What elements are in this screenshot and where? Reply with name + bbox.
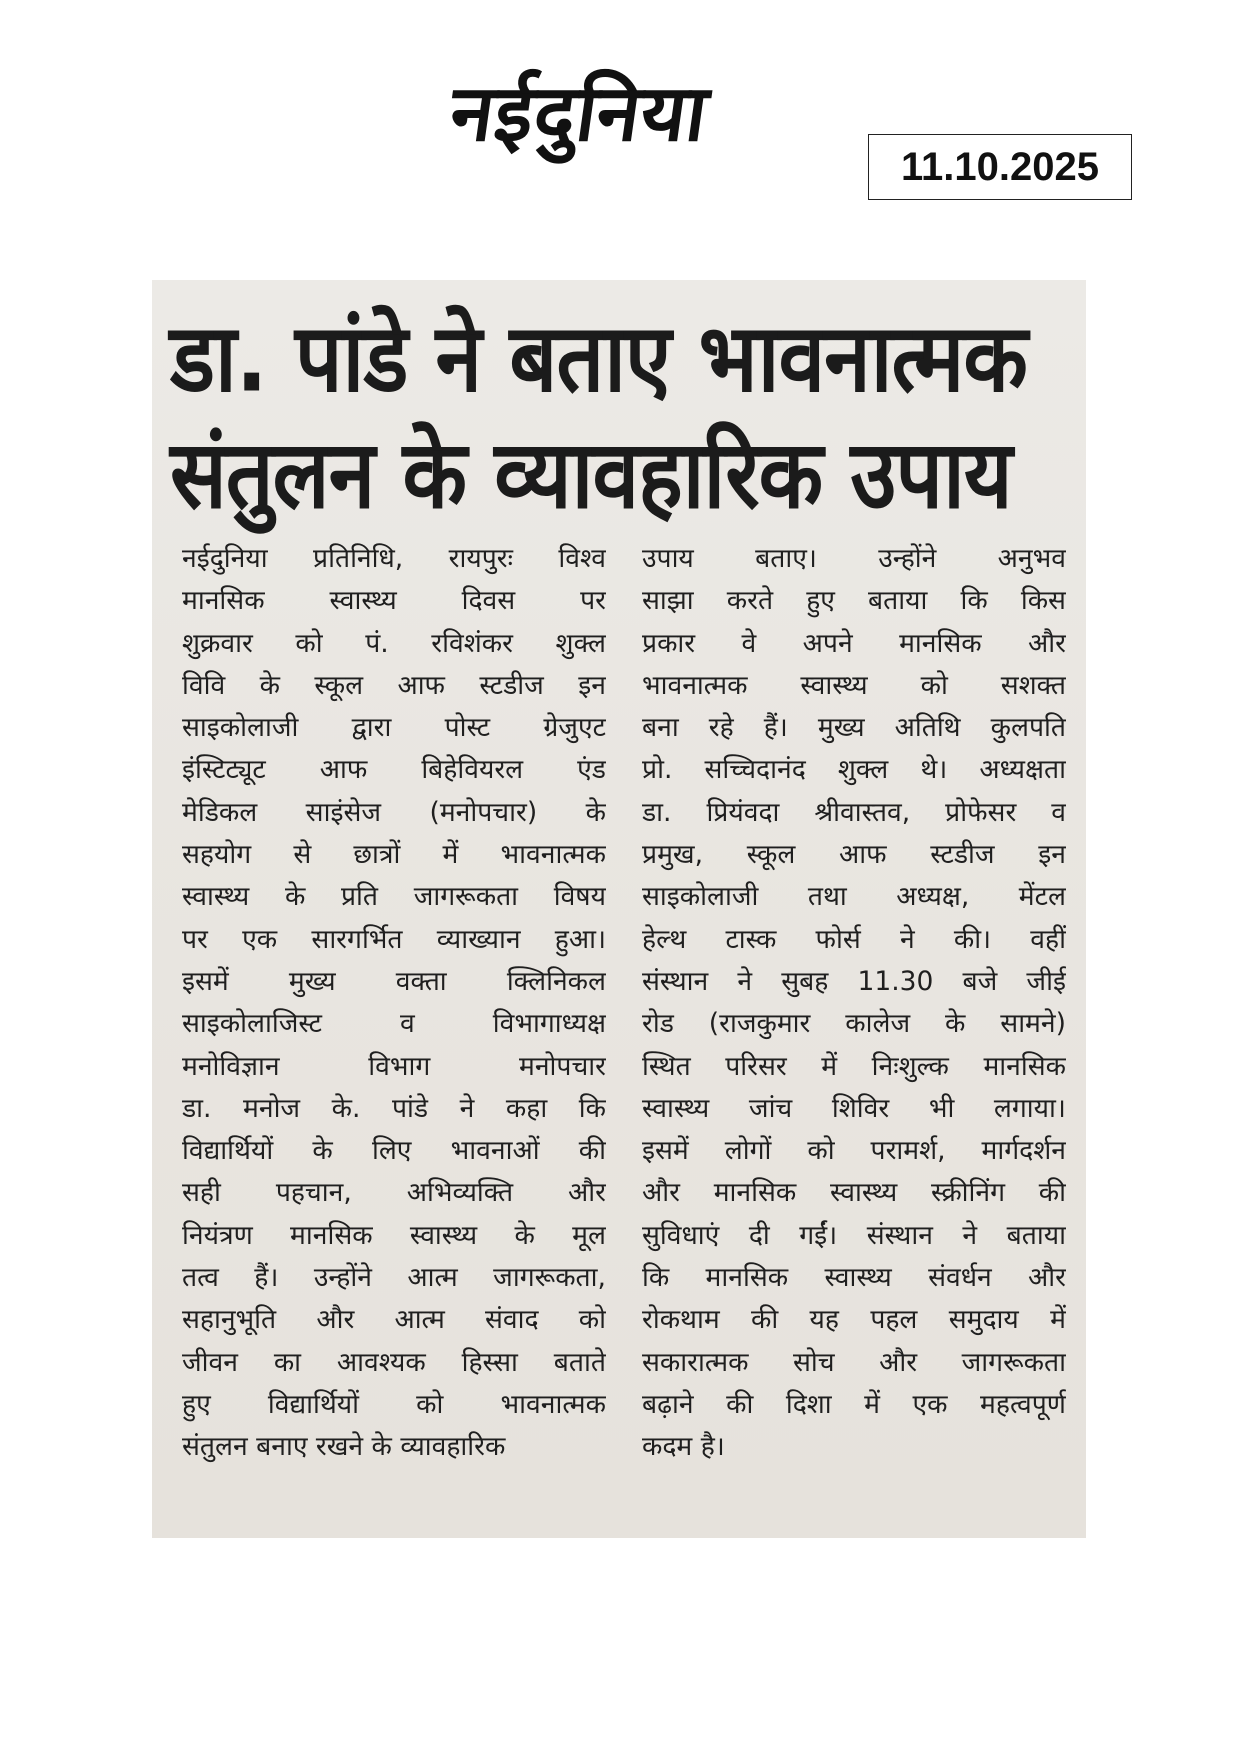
- article-text-line: इसमें मुख्य वक्ता क्लिनिकल: [182, 965, 606, 997]
- article-text-line: संतुलन बनाए रखने के व्यावहारिक: [182, 1431, 506, 1463]
- article-text-line: डा. प्रियंवदा श्रीवास्तव, प्रोफेसर व: [642, 796, 1066, 828]
- article-text-line: मेडिकल साइंसेज (मनोपचार) के: [182, 796, 606, 828]
- headline-line: संतुलन के व्यावहारिक उपाय: [170, 419, 1012, 530]
- article-text-line: विवि के स्कूल आफ स्टडीज इन: [182, 669, 606, 701]
- article-text-line: हुए विद्यार्थियों को भावनात्मक: [182, 1388, 606, 1420]
- article-text-line: विद्यार्थियों के लिए भावनाओं की: [182, 1135, 606, 1167]
- newspaper-masthead: नईदुनिया: [444, 69, 715, 159]
- article-text-line: बना रहे हैं। मुख्य अतिथि कुलपति: [642, 712, 1066, 744]
- headline-line: डा. पांडे ने बताए भावनात्मक: [170, 303, 1027, 414]
- article-text-line: इंस्टिट्यूट आफ बिहेवियरल एंड: [182, 754, 606, 786]
- article-text-line: प्रो. सच्चिदानंद शुक्ल थे। अध्यक्षता: [642, 754, 1066, 786]
- newspaper-clipping: [152, 280, 1086, 1538]
- article-text-line: साइकोलाजिस्ट व विभागाध्यक्ष: [182, 1008, 606, 1040]
- article-text-line: नईदुनिया प्रतिनिधि, रायपुरः विश्व: [182, 543, 606, 574]
- article-text-line: रोकथाम की यह पहल समुदाय में: [642, 1304, 1066, 1336]
- article-text-line: सही पहचान, अभिव्यक्ति और: [182, 1177, 606, 1209]
- article-column-left: [182, 538, 606, 1469]
- article-text-line: नियंत्रण मानसिक स्वास्थ्य के मूल: [182, 1219, 606, 1251]
- article-text-line: सकारात्मक सोच और जागरूकता: [642, 1346, 1066, 1378]
- article-text-line: प्रकार वे अपने मानसिक और: [642, 627, 1066, 659]
- article-text-line: कदम है।: [642, 1431, 725, 1463]
- article-text-line: तत्व हैं। उन्होंने आत्म जागरूकता,: [182, 1262, 606, 1294]
- article-text-line: भावनात्मक स्वास्थ्य को सशक्त: [642, 669, 1066, 701]
- article-text-line: डा. मनोज के. पांडे ने कहा कि: [182, 1092, 606, 1124]
- article-text-line: पर एक सारगर्भित व्याख्यान हुआ।: [182, 923, 606, 955]
- article-text-line: सहयोग से छात्रों में भावनात्मक: [182, 839, 606, 871]
- article-text-line: कि मानसिक स्वास्थ्य संवर्धन और: [642, 1262, 1066, 1294]
- article-text-line: साइकोलाजी तथा अध्यक्ष, मेंटल: [642, 881, 1066, 913]
- date-box: 11.10.2025: [868, 134, 1132, 200]
- article-text-line: बढ़ाने की दिशा में एक महत्वपूर्ण: [642, 1388, 1066, 1420]
- article-text-line: मानसिक स्वास्थ्य दिवस पर: [182, 585, 606, 617]
- article-text-line: जीवन का आवश्यक हिस्सा बताते: [182, 1346, 606, 1378]
- article-headline: [170, 300, 1070, 533]
- article-text-line: मनोविज्ञान विभाग मनोपचार: [182, 1050, 606, 1082]
- article-text-line: और मानसिक स्वास्थ्य स्क्रीनिंग की: [642, 1177, 1066, 1209]
- article-text-line: संस्थान ने सुबह 11.30 बजे जीई: [642, 965, 1066, 997]
- article-text-line: इसमें लोगों को परामर्श, मार्गदर्शन: [642, 1135, 1066, 1167]
- article-text-line: स्वास्थ्य जांच शिविर भी लगाया।: [642, 1092, 1066, 1124]
- article-text-line: सहानुभूति और आत्म संवाद को: [182, 1304, 606, 1336]
- article-text-line: उपाय बताए। उन्होंने अनुभव: [642, 543, 1066, 574]
- article-text-line: प्रमुख, स्कूल आफ स्टडीज इन: [642, 839, 1066, 871]
- article-text-line: साइकोलाजी द्वारा पोस्ट ग्रेजुएट: [182, 712, 606, 744]
- article-column-right: [642, 538, 1066, 1469]
- article-text-line: सुविधाएं दी गईं। संस्थान ने बताया: [642, 1219, 1066, 1251]
- article-text-line: रोड (राजकुमार कालेज के सामने): [642, 1008, 1066, 1040]
- article-text-line: शुक्रवार को पं. रविशंकर शुक्ल: [182, 627, 606, 659]
- article-text-line: हेल्थ टास्क फोर्स ने की। वहीं: [642, 923, 1066, 955]
- article-text-line: साझा करते हुए बताया कि किस: [642, 585, 1066, 617]
- article-text-line: स्वास्थ्य के प्रति जागरूकता विषय: [182, 881, 606, 913]
- article-text-line: स्थित परिसर में निःशुल्क मानसिक: [642, 1050, 1066, 1082]
